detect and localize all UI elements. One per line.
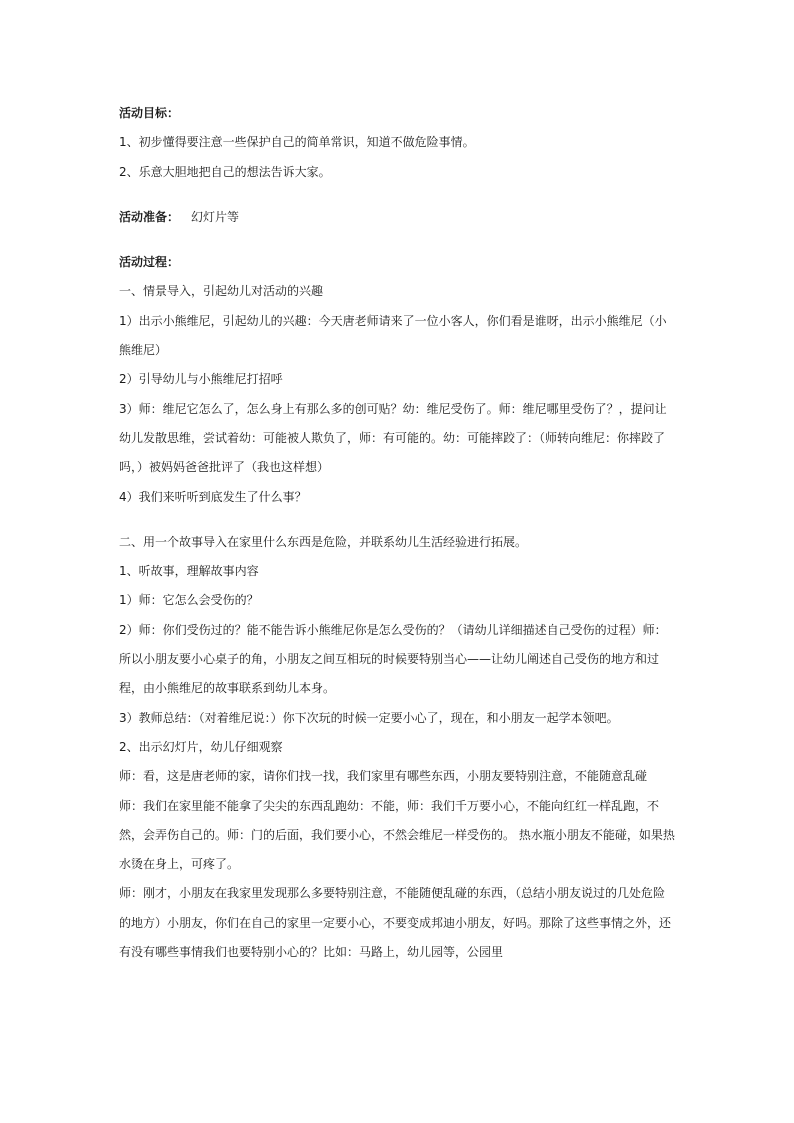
part2-section-2-paragraph-1: 师：看，这是唐老师的家，请你们找一找，我们家里有哪些东西，小朋友要特别注意，不能随意乱碰	[119, 769, 648, 784]
goal-item-2: 2、乐意大胆地把自己的想法告诉大家。	[119, 164, 331, 179]
part2-section-1-paragraph-2: 2）师：你们受伤过的？能不能告诉小熊维尼你是怎么受伤的？（请幼儿详细描述自己受伤的过程）师：所以小朋友要小心桌子的角，小朋友之间互相玩的时候要特别当心——让幼儿阐述自己受伤的地方和过程，由小熊维尼的故事联系到幼儿本身。	[119, 622, 667, 696]
part2-section-2-title: 2、出示幻灯片，幼儿仔细观察	[119, 739, 283, 754]
prep-line	[119, 203, 675, 232]
goal-item-1: 1、初步懂得要注意一些保护自己的简单常识，知道不做危险事情。	[119, 135, 475, 150]
part2-section-1-title: 1、听故事，理解故事内容	[119, 564, 259, 579]
part1-paragraph-4: 4）我们来听听到底发生了什么事？	[119, 489, 307, 504]
prep-heading: 活动准备：	[119, 209, 180, 224]
part1-paragraph-3: 3）师：维尼它怎么了，怎么身上有那么多的创可贴？幼：维尼受伤了。师：维尼哪里受伤了？，提问让幼儿发散思维，尝试着幼：可能被人欺负了，师：有可能的。幼：可能摔跤了：（师转向维尼：你摔跤了吗，）被妈妈爸爸批评了（我也这样想）	[119, 401, 667, 475]
prep-value: 幻灯片等	[191, 209, 240, 224]
document-body	[119, 99, 675, 967]
process-heading: 活动过程：	[119, 255, 180, 270]
part2-title: 二、用一个故事导入在家里什么东西是危险，并联系幼儿生活经验进行拓展。	[119, 534, 528, 549]
part1-paragraph-2: 2）引导幼儿与小熊维尼打招呼	[119, 372, 283, 387]
part2-section-1-paragraph-3: 3）教师总结：（对着维尼说：）你下次玩的时候一定要小心了，现在，和小朋友一起学本领吧。	[119, 710, 619, 725]
part2-section-1-paragraph-1: 1）师：它怎么会受伤的？	[119, 593, 259, 608]
part1-paragraph-1: 1）出示小熊维尼，引起幼儿的兴趣：今天唐老师请来了一位小客人，你们看是谁呀，出示小熊维尼（小熊维尼）	[119, 313, 667, 358]
goals-heading: 活动目标：	[119, 106, 180, 120]
part2-section-2-paragraph-3: 师：刚才，小朋友在我家里发现那么多要特别注意，不能随便乱碰的东西，（总结小朋友说过的几处危险的地方）小朋友，你们在自己的家里一定要小心，不要变成邦迪小朋友，好吗。那除了这些事情之外，还有没有哪些事情我们也要特别小心的？比如：马路上，幼儿园等，公园里	[119, 886, 672, 960]
part2-section-2-paragraph-2: 师：我们在家里能不能拿了尖尖的东西乱跑幼：不能，师：我们千万要小心，不能向红红一样乱跑，不然，会弄伤自己的。师：门的后面，我们要小心，不然会维尼一样受伤的。 热水瓶小朋友不能碰，如果热水烫在身上，可疼了。	[119, 798, 675, 872]
part1-title: 一、情景导入，引起幼儿对活动的兴趣	[119, 284, 324, 299]
